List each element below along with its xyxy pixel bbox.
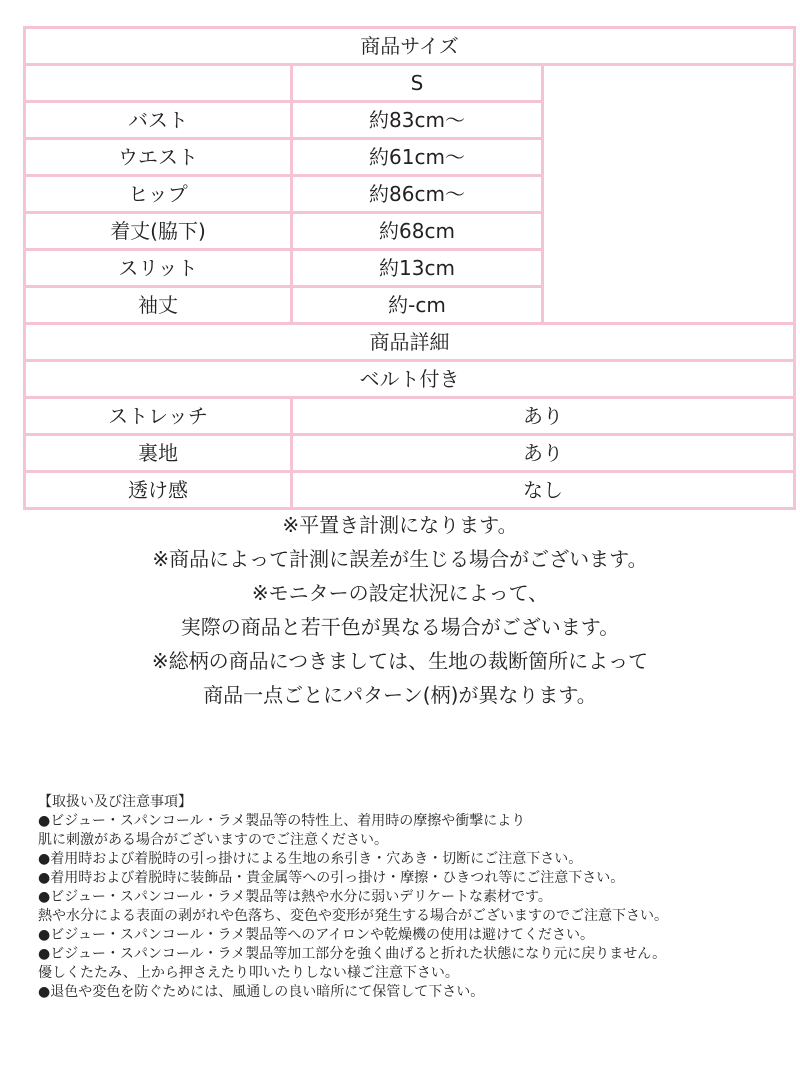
detail-value: あり (292, 435, 795, 472)
table-row (25, 398, 795, 435)
note-line: 商品一点ごとにパターン(柄)が異なります。 (203, 683, 597, 707)
care-line: 肌に刺激がある場合がございますのでご注意ください。 (38, 832, 388, 848)
care-line: ●ビジュー・スパンコール・ラメ製品等加工部分を強く曲げると折れた状態になり元に戻りません。 (38, 946, 667, 962)
measure-label: スリット (25, 250, 292, 287)
measure-value: 約-cm (292, 287, 543, 324)
measure-label: バスト (25, 102, 292, 139)
measure-label: 袖丈 (25, 287, 292, 324)
size-label-cell: S (292, 65, 543, 102)
table-row (25, 435, 795, 472)
care-line: 優しくたたみ、上から押さえたり叩いたりしない様ご注意下さい。 (38, 965, 459, 981)
size-label-empty-cell (25, 65, 292, 102)
detail-note-row (25, 361, 795, 398)
size-label-row (25, 65, 795, 102)
size-empty-column (543, 65, 795, 324)
note-line: ※平置き計測になります。 (282, 513, 518, 537)
note-line: ※総柄の商品につきましては、生地の裁断箇所によって (151, 649, 649, 673)
care-line: ●退色や変色を防ぐためには、風通しの良い暗所にて保管して下さい。 (38, 984, 485, 1000)
product-size-table (23, 26, 796, 510)
care-line: ●着用時および着脱時に装飾品・貴金属等への引っ掛け・摩擦・ひきつれ等にご注意下さい。 (38, 870, 625, 886)
detail-value: あり (292, 398, 795, 435)
detail-table-header: 商品詳細 (25, 324, 795, 361)
table-row (25, 472, 795, 509)
detail-label: 透け感 (25, 472, 292, 509)
detail-label: ストレッチ (25, 398, 292, 435)
measure-label: ウエスト (25, 139, 292, 176)
note-line: ※商品によって計測に誤差が生じる場合がございます。 (152, 547, 648, 571)
care-line: ●ビジュー・スパンコール・ラメ製品等へのアイロンや乾燥機の使用は避けてください。 (38, 927, 594, 943)
belt-note: ベルト付き (25, 361, 795, 398)
measurement-notes (0, 508, 800, 712)
care-title: 【取扱い及び注意事項】 (38, 794, 192, 810)
care-instructions (38, 793, 788, 1002)
measure-label: 着丈(脇下) (25, 213, 292, 250)
note-line: ※モニターの設定状況によって、 (251, 581, 549, 605)
size-table-header: 商品サイズ (25, 28, 795, 65)
note-line: 実際の商品と若干色が異なる場合がございます。 (180, 615, 620, 639)
detail-label: 裏地 (25, 435, 292, 472)
measure-value: 約68cm (292, 213, 543, 250)
size-header-row (25, 28, 795, 65)
detail-value: なし (292, 472, 795, 509)
care-line: ●着用時および着脱時の引っ掛けによる生地の糸引き・穴あき・切断にご注意下さい。 (38, 851, 583, 867)
care-line: ●ビジュー・スパンコール・ラメ製品等は熱や水分に弱いデリケートな素材です。 (38, 889, 552, 905)
detail-header-row (25, 324, 795, 361)
care-line: 熱や水分による表面の剥がれや色落ち、変色や変形が発生する場合がございますのでご注意下さい。 (38, 908, 668, 924)
measure-label: ヒップ (25, 176, 292, 213)
care-line: ●ビジュー・スパンコール・ラメ製品等の特性上、着用時の摩擦や衝撃により (38, 813, 526, 829)
measure-value: 約13cm (292, 250, 543, 287)
measure-value: 約86cm～ (292, 176, 543, 213)
measure-value: 約83cm～ (292, 102, 543, 139)
measure-value: 約61cm～ (292, 139, 543, 176)
